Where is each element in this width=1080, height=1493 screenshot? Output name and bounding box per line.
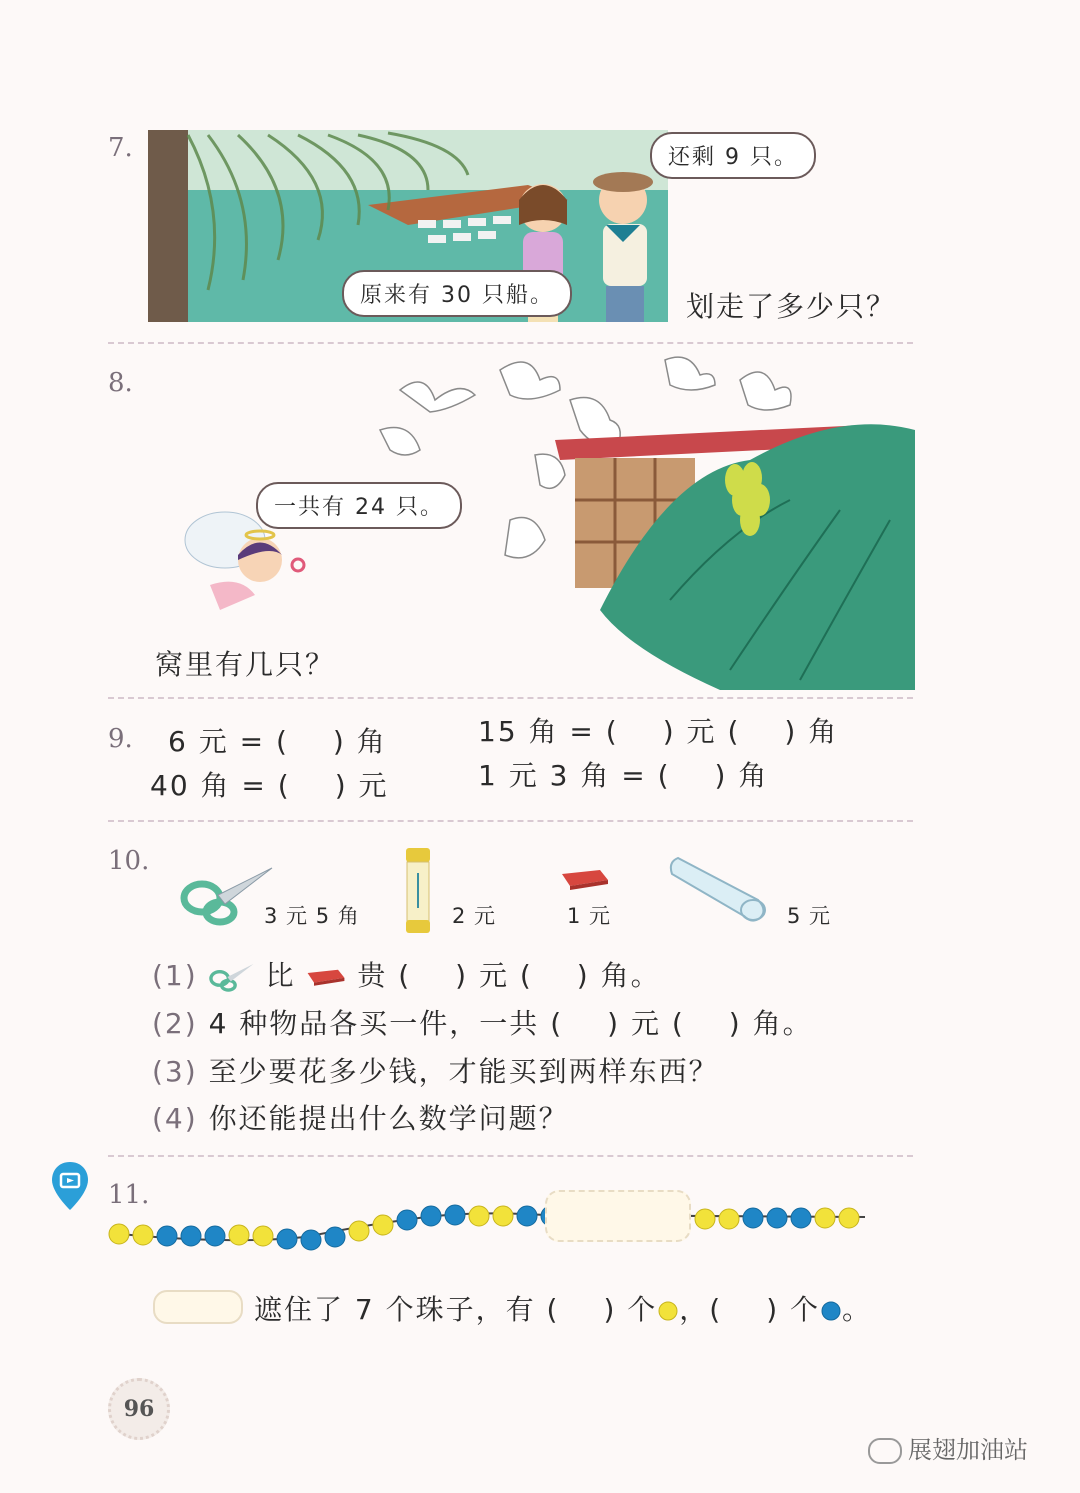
bead bbox=[719, 1209, 739, 1229]
sub1-compare: 比 bbox=[265, 959, 296, 992]
pencil-case-price: 5 元 bbox=[787, 904, 832, 928]
problem-9-q1 bbox=[168, 720, 387, 760]
divider bbox=[108, 342, 913, 344]
fairy-speech-bubble: 一共有 24 只。 bbox=[256, 482, 462, 529]
p11-text-d: ) 个 bbox=[766, 1293, 821, 1326]
problem-9-q1-left: 6 元 = ( bbox=[168, 725, 289, 758]
sub4-text: 你还能提出什么数学问题？ bbox=[208, 1102, 569, 1135]
bead bbox=[325, 1227, 345, 1247]
divider bbox=[108, 697, 913, 699]
problem-10-sub3 bbox=[152, 1050, 719, 1090]
sub4-label: (4) bbox=[152, 1102, 198, 1135]
bead bbox=[397, 1210, 417, 1230]
problem-10-sub4 bbox=[152, 1097, 569, 1137]
sub3-label: (3) bbox=[152, 1055, 198, 1088]
problem-9-q3 bbox=[478, 710, 838, 750]
bead bbox=[493, 1206, 513, 1226]
problem-9-number: 9. bbox=[108, 724, 133, 754]
blue-bead-icon bbox=[820, 1300, 842, 1322]
bead bbox=[373, 1215, 393, 1235]
sub1-label: (1) bbox=[152, 959, 198, 992]
problem-9-q2-left: 40 角 = ( bbox=[150, 769, 291, 802]
boy-speech-bubble: 还剩 9 只。 bbox=[650, 132, 816, 179]
bead bbox=[157, 1226, 177, 1246]
eraser-icon bbox=[560, 868, 610, 890]
bead-string-illustration bbox=[105, 1185, 875, 1255]
watermark bbox=[868, 1430, 1028, 1465]
sub2-text-c: ) 角。 bbox=[728, 1007, 813, 1040]
bead bbox=[301, 1230, 321, 1250]
problem-10-number: 10. bbox=[108, 846, 150, 876]
page-number: 96 bbox=[108, 1378, 170, 1440]
bead bbox=[181, 1226, 201, 1246]
problem-9-q2-right: ) 元 bbox=[334, 769, 389, 802]
bead bbox=[445, 1205, 465, 1225]
p11-text-c: ，( bbox=[679, 1293, 723, 1326]
bead bbox=[743, 1208, 763, 1228]
sub1-rest-c: ) 角。 bbox=[576, 959, 661, 992]
problem-7-question: 划走了多少只？ bbox=[686, 290, 897, 323]
sub2-text-a: 4 种物品各买一件，一共 ( bbox=[208, 1007, 564, 1040]
bead bbox=[133, 1225, 153, 1245]
wechat-icon bbox=[868, 1438, 902, 1464]
sub2-label: (2) bbox=[152, 1007, 198, 1040]
bead bbox=[253, 1226, 273, 1246]
bead bbox=[839, 1208, 859, 1228]
divider bbox=[108, 820, 913, 822]
p11-text-a: 遮住了 7 个珠子，有 ( bbox=[254, 1293, 560, 1326]
problem-9-q3-b: ) 元 ( bbox=[662, 715, 741, 748]
problem-9-q4 bbox=[478, 754, 768, 794]
bead bbox=[421, 1206, 441, 1226]
bead bbox=[517, 1206, 537, 1226]
problem-9-q4-left: 1 元 3 角 = ( bbox=[478, 759, 671, 792]
eraser-small-icon bbox=[306, 967, 346, 987]
sub1-rest-a: 贵 ( bbox=[357, 959, 412, 992]
problem-11-question bbox=[254, 1288, 872, 1328]
p11-text-b: ) 个 bbox=[603, 1293, 658, 1326]
cover-box bbox=[545, 1190, 691, 1242]
problem-9-q4-right: ) 角 bbox=[714, 759, 769, 792]
bead bbox=[695, 1209, 715, 1229]
sub1-rest-b: ) 元 ( bbox=[455, 959, 533, 992]
bead bbox=[815, 1208, 835, 1228]
bead bbox=[469, 1206, 489, 1226]
eraser-price: 1 元 bbox=[567, 904, 612, 928]
bead bbox=[791, 1208, 811, 1228]
watermark-text: 展翅加油站 bbox=[908, 1436, 1028, 1464]
sub2-text-b: ) 元 ( bbox=[607, 1007, 685, 1040]
glue-stick-icon bbox=[403, 848, 433, 933]
yellow-bead-icon bbox=[657, 1300, 679, 1322]
scissors-price: 3 元 5 角 bbox=[264, 904, 360, 928]
problem-7-number: 7. bbox=[108, 133, 133, 163]
divider bbox=[108, 1155, 913, 1157]
problem-10-sub1 bbox=[152, 954, 661, 994]
pencil-case-icon bbox=[668, 850, 773, 925]
bead bbox=[229, 1225, 249, 1245]
problem-8-number: 8. bbox=[108, 368, 133, 398]
problem-9-q2 bbox=[150, 764, 389, 804]
scissors-small-icon bbox=[209, 960, 255, 994]
bead bbox=[767, 1208, 787, 1228]
bead bbox=[205, 1226, 225, 1246]
problem-9-q3-c: ) 角 bbox=[784, 715, 839, 748]
scissors-icon bbox=[180, 860, 275, 930]
problem-10-sub2 bbox=[152, 1002, 813, 1042]
bead bbox=[349, 1221, 369, 1241]
problem-9-q3-a: 15 角 = ( bbox=[478, 715, 619, 748]
cover-box-small-icon bbox=[153, 1290, 243, 1324]
sub3-text: 至少要花多少钱，才能买到两样东西？ bbox=[208, 1055, 719, 1088]
problem-11-number: 11. bbox=[108, 1180, 150, 1210]
problem-8-question: 窝里有几只？ bbox=[155, 648, 336, 681]
problem-9-q1-right: ) 角 bbox=[332, 725, 387, 758]
video-pin-icon[interactable] bbox=[50, 1160, 90, 1212]
bead bbox=[109, 1224, 129, 1244]
girl-speech-bubble: 原来有 30 只船。 bbox=[342, 270, 572, 317]
bead bbox=[277, 1229, 297, 1249]
p11-text-e: 。 bbox=[842, 1293, 873, 1326]
glue-price: 2 元 bbox=[452, 904, 497, 928]
